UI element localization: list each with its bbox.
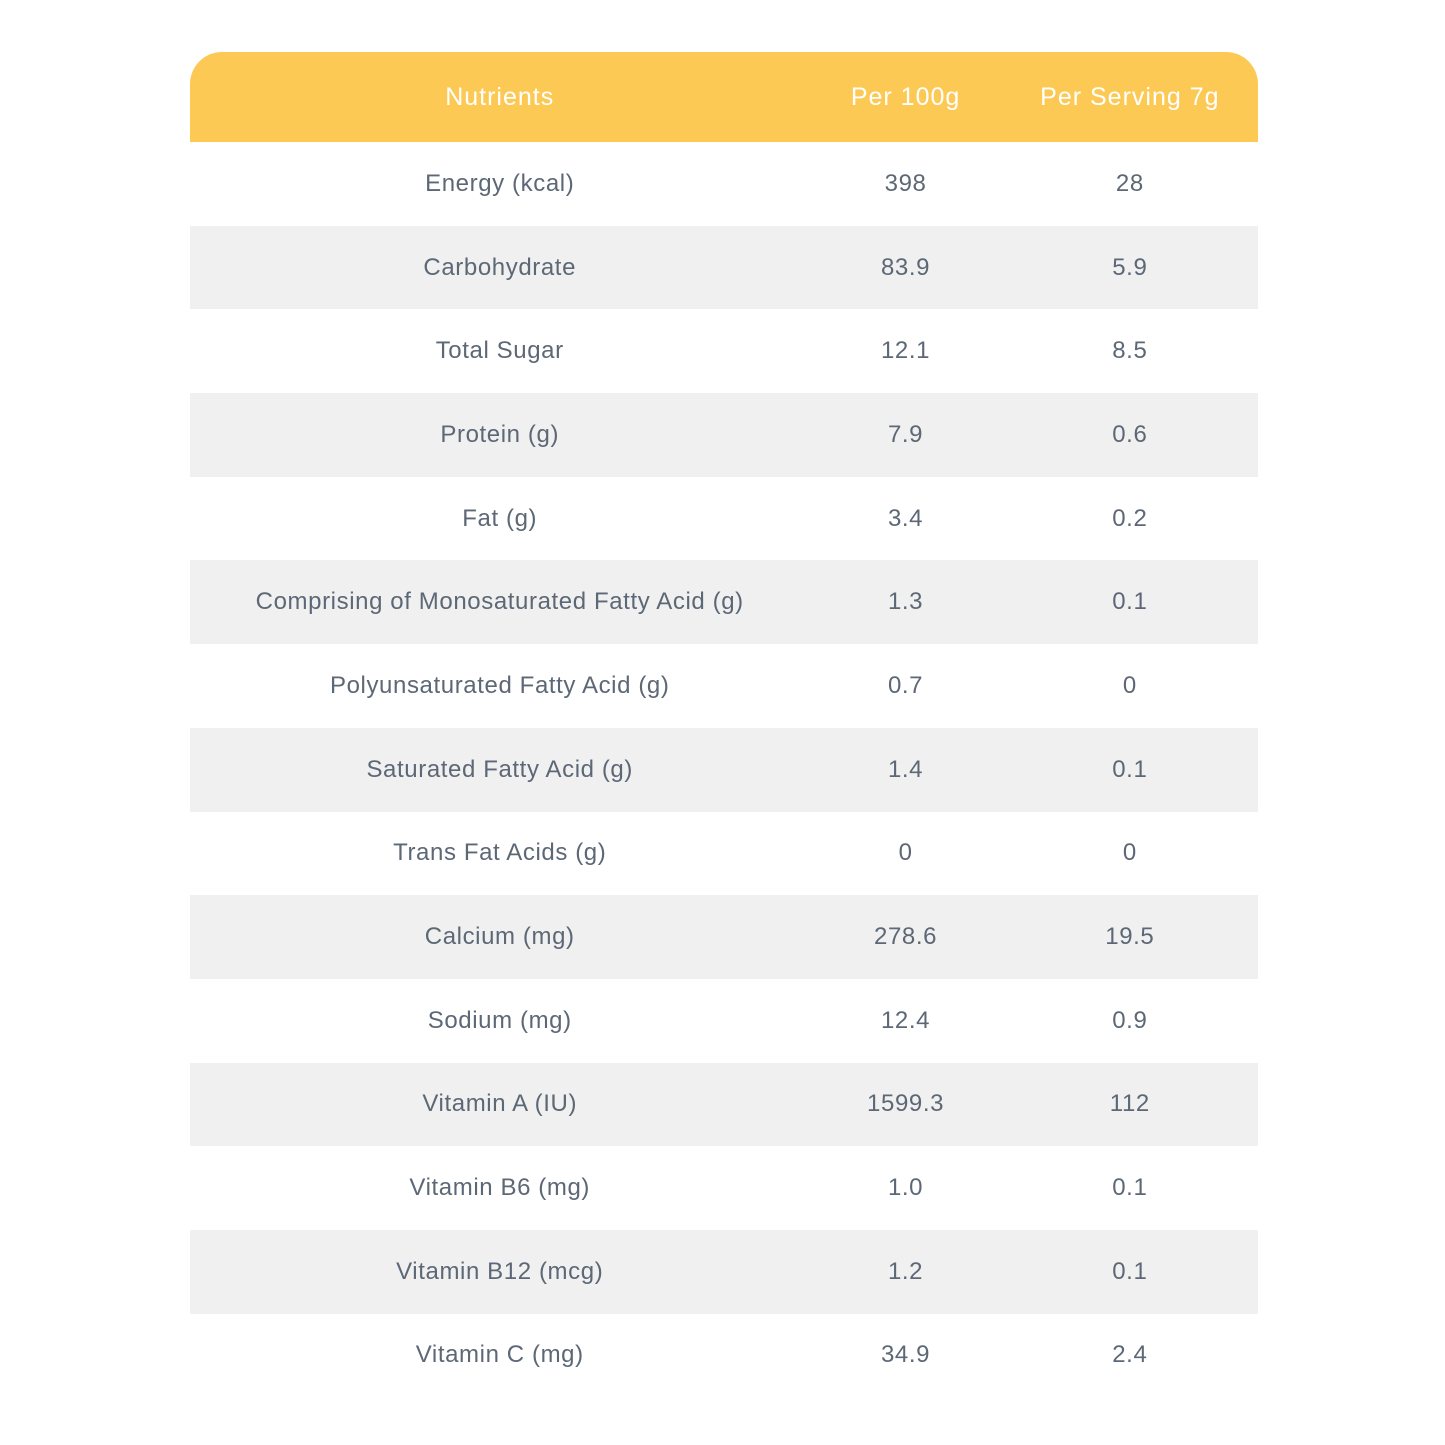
- per-serving-cell: 0.1: [1112, 755, 1148, 783]
- table-row: [190, 728, 1258, 812]
- per-100g-cell: 278.6: [874, 923, 938, 951]
- table-row: [190, 226, 1258, 310]
- nutrient-name-cell: Trans Fat Acids (g): [393, 839, 607, 867]
- table-row: [190, 644, 1258, 728]
- per-100g-cell: 0: [898, 839, 913, 867]
- per-100g-cell: 0.7: [887, 671, 924, 699]
- per-serving-cell: 2.4: [1112, 1341, 1148, 1369]
- table-row: [190, 1314, 1258, 1398]
- per-serving-cell: 0: [1122, 671, 1137, 699]
- nutrient-name-cell: Vitamin A (IU): [422, 1090, 578, 1118]
- per-serving-cell: 0.1: [1112, 1257, 1148, 1285]
- per-100g-cell: 1.3: [887, 588, 924, 616]
- table-row: [190, 895, 1258, 979]
- per-serving-cell: 0.6: [1112, 420, 1148, 448]
- per-100g-cell: 7.9: [887, 420, 924, 448]
- header-per-100g: Per 100g: [850, 82, 961, 111]
- nutrient-name-cell: Total Sugar: [435, 337, 564, 365]
- table-row: [190, 393, 1258, 477]
- nutrition-table: [190, 52, 1258, 1397]
- table-row: [190, 477, 1258, 561]
- nutrient-name-cell: Vitamin C (mg): [415, 1341, 584, 1369]
- nutrient-name-cell: Sodium (mg): [427, 1006, 572, 1034]
- nutrient-name-cell: Vitamin B12 (mcg): [396, 1257, 604, 1285]
- table-header-row: [190, 52, 1258, 142]
- per-serving-cell: 0.1: [1112, 1174, 1148, 1202]
- per-serving-cell: 8.5: [1112, 337, 1148, 365]
- table-body: [190, 142, 1258, 1397]
- nutrient-name-cell: Energy (kcal): [425, 169, 575, 197]
- nutrient-name-cell: Protein (g): [440, 420, 560, 448]
- table-row: [190, 560, 1258, 644]
- table-row: [190, 142, 1258, 226]
- per-100g-cell: 398: [884, 169, 927, 197]
- table-row: [190, 1146, 1258, 1230]
- per-serving-cell: 5.9: [1112, 253, 1148, 281]
- per-serving-cell: 19.5: [1105, 923, 1155, 951]
- per-serving-cell: 0.1: [1112, 588, 1148, 616]
- per-100g-cell: 1.0: [887, 1174, 924, 1202]
- per-serving-cell: 112: [1109, 1090, 1150, 1118]
- nutrient-name-cell: Carbohydrate: [423, 253, 577, 281]
- nutrient-name-cell: Comprising of Monosaturated Fatty Acid (g): [255, 588, 744, 616]
- nutrient-name-cell: Calcium (mg): [424, 923, 575, 951]
- per-serving-cell: 0.2: [1112, 504, 1148, 532]
- table-row: [190, 309, 1258, 393]
- per-100g-cell: 34.9: [880, 1341, 931, 1369]
- per-serving-cell: 0: [1122, 839, 1137, 867]
- header-nutrients: Nutrients: [445, 82, 555, 111]
- per-100g-cell: 1599.3: [867, 1090, 945, 1118]
- per-100g-cell: 1.2: [887, 1257, 924, 1285]
- nutrient-name-cell: Vitamin B6 (mg): [409, 1174, 591, 1202]
- per-serving-cell: 28: [1115, 169, 1144, 197]
- nutrient-name-cell: Polyunsaturated Fatty Acid (g): [329, 671, 670, 699]
- header-per-serving: Per Serving 7g: [1040, 82, 1220, 111]
- table-row: [190, 1063, 1258, 1147]
- per-100g-cell: 1.4: [887, 755, 924, 783]
- per-100g-cell: 83.9: [880, 253, 931, 281]
- nutrient-name-cell: Saturated Fatty Acid (g): [366, 755, 633, 783]
- per-100g-cell: 3.4: [887, 504, 924, 532]
- per-serving-cell: 0.9: [1112, 1006, 1148, 1034]
- per-100g-cell: 12.4: [880, 1006, 931, 1034]
- table-row: [190, 1230, 1258, 1314]
- nutrient-name-cell: Fat (g): [462, 504, 538, 532]
- table-row: [190, 812, 1258, 896]
- table-row: [190, 979, 1258, 1063]
- per-100g-cell: 12.1: [880, 337, 931, 365]
